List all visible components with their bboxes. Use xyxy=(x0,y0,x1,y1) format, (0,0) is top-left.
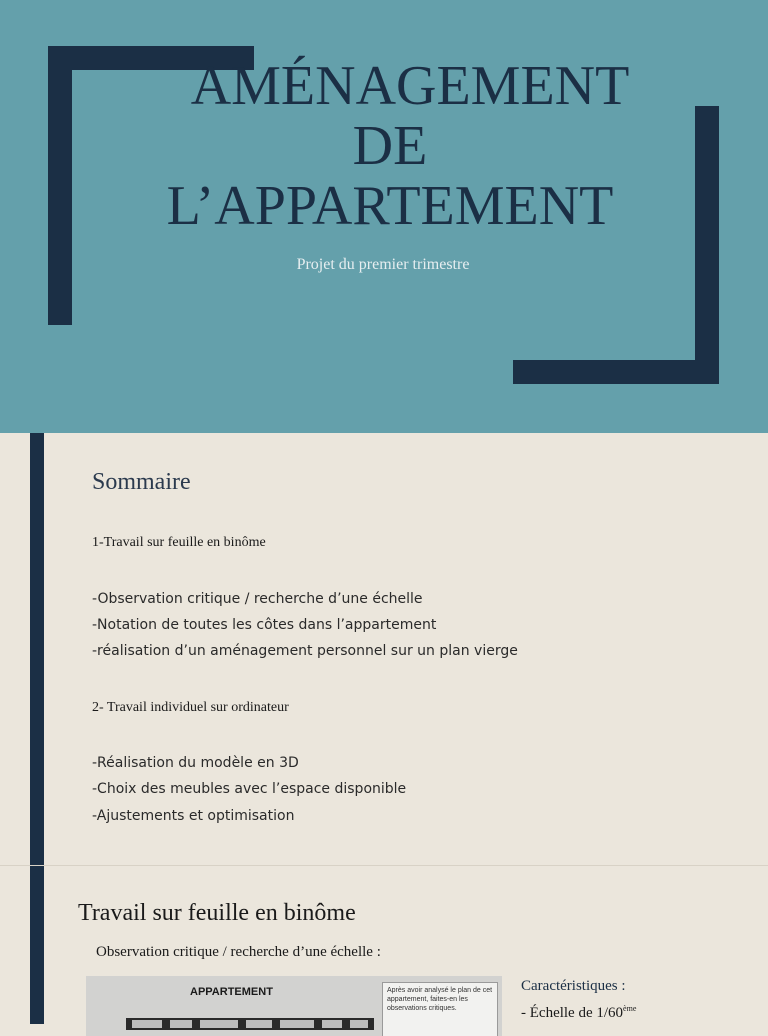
echelle-superscript: ème xyxy=(623,1004,637,1013)
title-line-1: AMÉNAGEMENT xyxy=(190,55,630,117)
binome-heading: Travail sur feuille en binôme xyxy=(78,900,356,926)
photo-heading: APPARTEMENT xyxy=(190,986,273,998)
frame-bracket-bottom-right-vertical xyxy=(695,106,719,384)
section-2-heading: 2- Travail individuel sur ordinateur xyxy=(92,700,289,715)
binome-slide xyxy=(0,865,768,1024)
floor-plan-drawing xyxy=(126,1018,374,1030)
binome-subheading: Observation critique / recherche d’une échelle : xyxy=(96,944,381,960)
caracteristiques-label: Caractéristiques : xyxy=(521,978,626,994)
sommaire-heading: Sommaire xyxy=(92,469,191,495)
apartment-plan-photo xyxy=(86,976,502,1036)
photo-instruction-note: Après avoir analysé le plan de cet appartement, faites-en les observations critiques. xyxy=(382,982,498,1036)
slide-accent-bar xyxy=(30,866,44,1024)
section-1-item: -Observation critique / recherche d’une échelle xyxy=(92,591,423,607)
echelle-text: - Échelle de 1/60 xyxy=(521,1005,624,1021)
section-2-item: -Réalisation du modèle en 3D xyxy=(92,755,299,771)
frame-bracket-bottom-right-horizontal xyxy=(513,360,719,384)
title-line-3: L’APPARTEMENT xyxy=(166,175,614,237)
title-slide xyxy=(0,0,768,433)
section-1-item: -réalisation d’un aménagement personnel sur un plan vierge xyxy=(92,643,518,659)
echelle-item xyxy=(521,1004,636,1022)
section-2-item: -Choix des meubles avec l’espace disponible xyxy=(92,781,407,797)
title-line-2: DE xyxy=(352,115,428,177)
section-1-item: -Notation de toutes les côtes dans l’appartement xyxy=(92,617,437,633)
section-1-heading: 1-Travail sur feuille en binôme xyxy=(92,535,266,550)
section-2-item: -Ajustements et optimisation xyxy=(92,808,295,824)
frame-bracket-top-left-vertical xyxy=(48,46,72,325)
slide-title xyxy=(90,56,690,236)
slide-subtitle: Projet du premier trimestre xyxy=(296,256,470,273)
sommaire-slide xyxy=(0,433,768,865)
slide-accent-bar xyxy=(30,433,44,865)
